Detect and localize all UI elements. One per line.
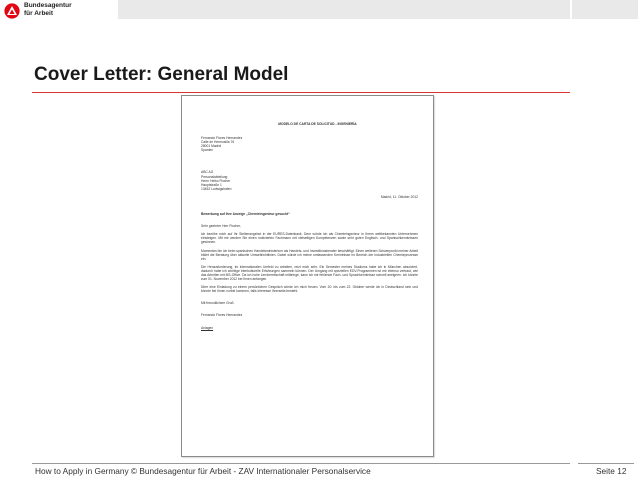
- recipient-line: ABC AG: [201, 170, 214, 175]
- letter-paragraph: ich bezöhe mich auf Ihr Stellenangebot in der EURES-Datenbank. Dem würde ich als Chemieingenieur in Ihrem weltbekannten Unternehmen einsteigen. Mit mir werden Sie einen motivierten Fachmann mit vielseitigen Kompetenzen sowie sehr guten Englisch- und Spanischkenntnissen gewinnen.: [201, 232, 418, 245]
- recipient-line: Personalabteilung: [201, 174, 228, 179]
- sender-line: Calle de Hermosilla 76: [201, 140, 235, 145]
- header-band: [118, 0, 570, 19]
- page-number: Seite 12: [596, 466, 627, 476]
- footer-text: How to Apply in Germany © Bundesagentur für Arbeit - ZAV Internationaler Personalservice: [35, 466, 371, 476]
- sender-line: 28001 Madrid: [201, 144, 222, 149]
- letter-title: MODELO DE CARTA DE SOLICITUD - INGENIERÍA: [278, 122, 357, 126]
- footer-divider: [32, 463, 570, 464]
- recipient-address: [201, 170, 418, 190]
- logo-line-2: für Arbeit: [24, 10, 54, 17]
- logo-line-1: Bundesagentur: [24, 2, 72, 9]
- cover-letter-content: [201, 122, 418, 330]
- logo-text: [24, 2, 72, 18]
- recipient-line: Hauptstraße 1: [201, 182, 222, 187]
- footer-divider-right: [578, 463, 634, 464]
- recipient-line: Herrn Heiko Fischer: [201, 178, 231, 183]
- letter-date: Madrid, 11. Oktober 2012: [380, 194, 418, 199]
- letter-paragraph: Die Herausforderung, im internationalen Umfeld zu arbeiten, reizt mich sehr. Ein Semester meines Studiums habe ich in München absolviert, dadurch habe ich wichtige interkulturelle Erfahrungen sammeln können. Der Umgang mit speziellen EDV-Programmen ist mir ebenso vertraut, wie das Arbeiten mit MS-Office. Da ich hohe Lernbereitschaft mitbringe, kann ich mir fehlende Fach- und Sprachkenntnisse schnell aneignen. Ich könnte zum 01. November 2012 bei Ihnen anfangen.: [201, 264, 418, 282]
- header-band-right: [572, 0, 638, 19]
- closing: Mit freundlichem Gruß: [201, 301, 234, 306]
- ba-logo: [4, 2, 116, 20]
- recipient-line: 13452 Ludwigshafen: [201, 186, 232, 191]
- sender-address: [201, 136, 418, 152]
- cover-letter-page: [181, 95, 434, 457]
- attachments: Anlagen: [201, 325, 214, 330]
- signature: Fernando Flores Hernandez: [201, 313, 243, 318]
- sender-line: Fernando Flores Hernandez: [201, 136, 243, 141]
- salutation: Sehr geehrter Herr Fischer,: [201, 224, 241, 229]
- slide-title: Cover Letter: General Model: [34, 64, 289, 85]
- ba-logo-icon: [4, 3, 20, 19]
- letter-paragraph: Momentan bin ich beim spanischen Handelsministerium als Handels- und Investitionsberater beschäftigt. Einen weiteren Schwerpunkt meiner Arbeit bildet die Beratung über aktuelle Umweltrichtlinien. Dabei würde ich meine umfassenden Kenntnisse im Bereich der industriellen Chemieprozesse ein.: [201, 248, 418, 261]
- title-divider: [32, 92, 570, 93]
- letter-subject: Bewerbung auf Ihre Anzeige „Chemieingenieur gesucht“: [201, 212, 290, 217]
- sender-line: Spanien: [201, 148, 214, 153]
- letter-paragraph: Über eine Einladung zu einem persönlichen Gespräch würde ich mich freuen. Vom 20. bis zum 22. Oktober werde ich in Deutschland sein und könnte bei Ihnen vorbei kommen, falls Interesse Ihrerseits besteht.: [201, 285, 418, 294]
